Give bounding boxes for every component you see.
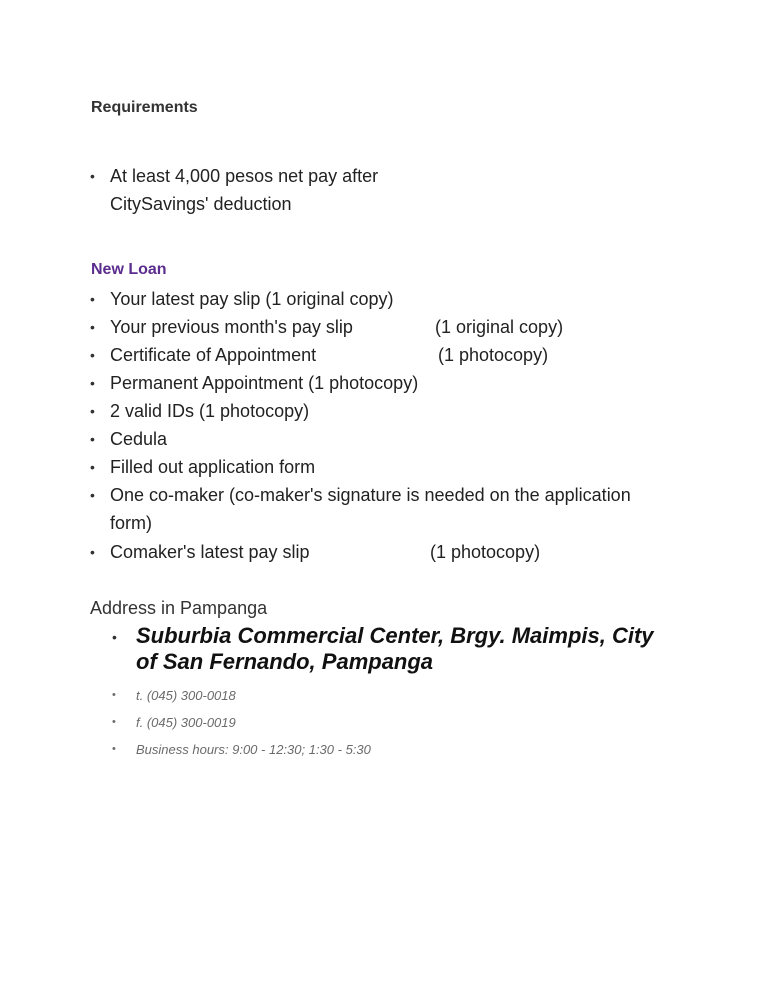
list-item-text: Your latest pay slip (1 original copy) [110, 289, 394, 309]
bullet-icon: • [90, 375, 95, 391]
telephone-text: t. (045) 300-0018 [136, 688, 236, 703]
new-loan-heading: New Loan [91, 261, 167, 278]
address-text: Suburbia Commercial Center, Brgy. Maimpis, City of San Fernando, Pampanga [136, 623, 654, 674]
bullet-icon: • [112, 689, 116, 701]
bullet-icon: • [90, 291, 95, 307]
list-item-note: (1 photocopy) [438, 345, 549, 365]
bullet-icon: • [90, 403, 95, 419]
list-item-text: Permanent Appointment (1 photocopy) [110, 373, 419, 393]
list-item-text: 2 valid IDs (1 photocopy) [110, 401, 310, 421]
telephone-item [112, 682, 612, 709]
requirements-heading: Requirements [91, 99, 198, 116]
bullet-icon: • [90, 459, 95, 475]
business-hours-text: Business hours: 9:00 - 12:30; 1:30 - 5:30 [136, 742, 371, 757]
list-item [90, 453, 690, 481]
bullet-icon: • [90, 544, 95, 560]
list-item-text: One co-maker (co-maker's signature is needed on the application form) [110, 485, 631, 533]
list-item [90, 313, 690, 341]
list-item [90, 425, 690, 453]
list-item [90, 369, 690, 397]
address-main-list [112, 623, 672, 675]
address-heading: Address in Pampanga [90, 598, 268, 618]
list-item [90, 481, 670, 537]
list-item-text: At least 4,000 pesos net pay after [110, 166, 379, 186]
bullet-icon: • [112, 743, 116, 755]
bullet-icon: • [90, 347, 95, 363]
requirements-list [90, 162, 420, 218]
list-item [90, 285, 690, 313]
list-item [90, 341, 690, 369]
list-item [90, 397, 690, 425]
fax-text: f. (045) 300-0019 [136, 715, 236, 730]
list-item-text: Filled out application form [110, 457, 316, 477]
list-item-text: Your previous month's pay slip [110, 317, 353, 337]
list-item [90, 162, 420, 218]
bullet-icon: • [112, 716, 116, 728]
bullet-icon: • [90, 168, 95, 184]
new-loan-list [90, 285, 690, 566]
bullet-icon: • [112, 629, 117, 645]
fax-item [112, 709, 612, 736]
list-item-text: Certificate of Appointment [110, 345, 317, 365]
bullet-icon: • [90, 487, 95, 503]
address-line [112, 623, 672, 675]
business-hours-item [112, 736, 612, 763]
list-item-text: Comaker's latest pay slip [110, 542, 310, 562]
list-item-note: (1 photocopy) [430, 542, 541, 562]
list-item-text: CitySavings' deduction [110, 194, 292, 214]
bullet-icon: • [90, 319, 95, 335]
address-details-list [112, 682, 612, 763]
list-item-text: Cedula [110, 429, 168, 449]
list-item-note: (1 original copy) [435, 317, 564, 337]
bullet-icon: • [90, 431, 95, 447]
list-item [90, 538, 690, 566]
